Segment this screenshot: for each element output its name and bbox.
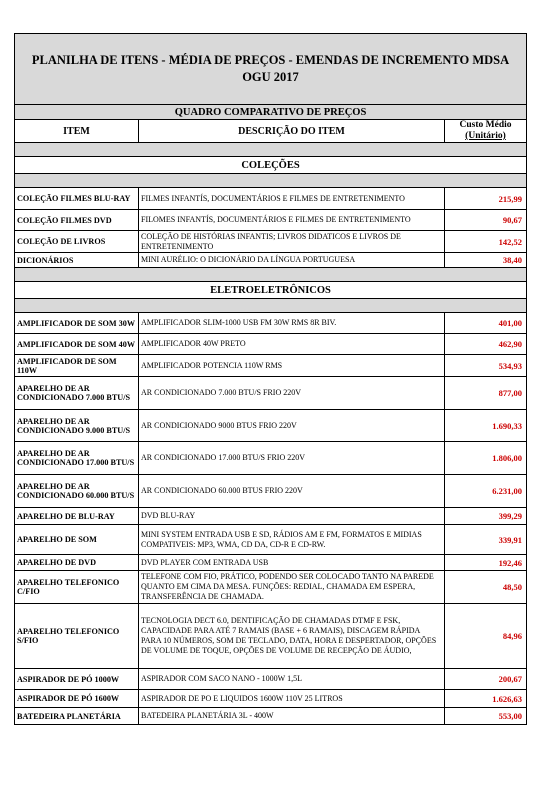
item-cost: 200,67: [445, 669, 527, 690]
item-description: TELEFONE COM FIO, PRÁTICO, PODENDO SER COLOCADO TANTO NA PAREDE QUANTO EM CIMA DA MESA. FUNÇÕES: REDIAL, CHAMADA EM ESPERA, TRANSFERÊNCIA DE CHAMADA.: [139, 571, 445, 604]
table-row: [15, 525, 527, 555]
item-cost: 553,00: [445, 708, 527, 725]
table-row: [15, 555, 527, 571]
item-description: MINI SYSTEM ENTRADA USB E SD, RÁDIOS AM E FM, FORMATOS E MIDIAS COMPATIVEIS: MP3, WMA, CD DA, CD-R E CD-RW.: [139, 525, 445, 555]
item-name: ASPIRADOR DE PÓ 1600W: [15, 690, 139, 708]
item-name: COLEÇÃO FILMES BLU-RAY: [15, 188, 139, 210]
table-row: [15, 604, 527, 669]
item-cost: 877,00: [445, 377, 527, 410]
item-name: AMPLIFICADOR DE SOM 30W: [15, 313, 139, 334]
item-description: AMPLIFICADOR SLIM-1000 USB FM 30W RMS 8R BIV.: [139, 313, 445, 334]
unitario-label: (Unitário): [465, 131, 506, 141]
item-description: AR CONDICIONADO 60.000 BTUS FRIO 220V: [139, 475, 445, 508]
table-row: [15, 253, 527, 268]
table-body: [15, 143, 527, 725]
title-line-1: PLANILHA DE ITENS - MÉDIA DE PREÇOS - EMENDAS DE INCREMENTO MDSA: [31, 53, 510, 67]
item-name: APARELHO TELEFONICO S/FIO: [15, 604, 139, 669]
item-description: AR CONDICIONADO 7.000 BTU/S FRIO 220V: [139, 377, 445, 410]
item-description: ASPIRADOR DE PO E LIQUIDOS 1600W 110V 25 LITROS: [139, 690, 445, 708]
item-cost: 462,90: [445, 334, 527, 355]
item-cost: 90,67: [445, 210, 527, 231]
item-name: APARELHO DE DVD: [15, 555, 139, 571]
table-row: [15, 442, 527, 475]
item-name: APARELHO TELEFONICO C/FIO: [15, 571, 139, 604]
table-row: [15, 377, 527, 410]
item-name: COLEÇÃO FILMES DVD: [15, 210, 139, 231]
table-row: [15, 690, 527, 708]
custo-label: Custo Médio: [459, 120, 512, 130]
spreadsheet: [14, 33, 526, 725]
section-spacer: [15, 299, 527, 313]
item-description: AR CONDICIONADO 17.000 BTU/S FRIO 220V: [139, 442, 445, 475]
table-row: [15, 355, 527, 377]
table-row: [15, 410, 527, 442]
item-description: ASPIRADOR COM SACO NANO - 1000W 1,5L: [139, 669, 445, 690]
price-table: [14, 33, 527, 725]
table-row: [15, 475, 527, 508]
item-description: AMPLIFICADOR 40W PRETO: [139, 334, 445, 355]
item-description: TECNOLOGIA DECT 6.0, DENTIFICAÇÃO DE CHAMADAS DTMF E FSK, CAPACIDADE PARA ATÉ 7 RAMAIS (BASE + 6 RAMAIS), DISCAGEM RÁPIDA PARA 10 NÚMEROS, SOM DE TECLADO, DATA, HORA E DESPERTADOR, OPÇÕES DE VOLUME DE TOQUE, OPÇÕES DE VOLUME DE RECEPÇÃO DE ÁUDIO,: [139, 604, 445, 669]
table-row: [15, 334, 527, 355]
item-name: APARELHO DE AR CONDICIONADO 60.000 BTU/S: [15, 475, 139, 508]
table-row: [15, 210, 527, 231]
item-name: AMPLIFICADOR DE SOM 40W: [15, 334, 139, 355]
table-row: [15, 231, 527, 253]
item-name: AMPLIFICADOR DE SOM 110W: [15, 355, 139, 377]
item-description: DVD BLU-RAY: [139, 508, 445, 525]
item-cost: 192,46: [445, 555, 527, 571]
sheet-title: [15, 34, 527, 105]
table-row: [15, 571, 527, 604]
item-name: COLEÇÃO DE LIVROS: [15, 231, 139, 253]
item-cost: 1.690,33: [445, 410, 527, 442]
item-cost: 399,29: [445, 508, 527, 525]
item-cost: 401,00: [445, 313, 527, 334]
item-cost: 48,50: [445, 571, 527, 604]
item-cost: 142,52: [445, 231, 527, 253]
section-title: ELETROELETRÔNICOS: [15, 282, 527, 299]
item-description: AR CONDICIONADO 9000 BTUS FRIO 220V: [139, 410, 445, 442]
item-description: AMPLIFICADOR POTENCIA 110W RMS: [139, 355, 445, 377]
table-row: [15, 313, 527, 334]
column-header-item: ITEM: [15, 120, 139, 143]
column-header-custo: [445, 120, 527, 143]
item-description: MINI AURÉLIO: O DICIONÁRIO DA LÍNGUA PORTUGUESA: [139, 253, 445, 268]
table-row: [15, 508, 527, 525]
table-row: [15, 708, 527, 725]
item-cost: 1.626,63: [445, 690, 527, 708]
item-description: DVD PLAYER COM ENTRADA USB: [139, 555, 445, 571]
item-name: APARELHO DE BLU-RAY: [15, 508, 139, 525]
item-cost: 1.806,00: [445, 442, 527, 475]
item-name: APARELHO DE SOM: [15, 525, 139, 555]
item-name: APARELHO DE AR CONDICIONADO 9.000 BTU/S: [15, 410, 139, 442]
table-row: [15, 669, 527, 690]
title-line-2: OGU 2017: [242, 70, 299, 84]
item-name: DICIONÁRIOS: [15, 253, 139, 268]
column-header-descricao: DESCRIÇÃO DO ITEM: [139, 120, 445, 143]
item-cost: 339,91: [445, 525, 527, 555]
table-row: [15, 188, 527, 210]
item-description: FILMES INFANTÍS, DOCUMENTÁRIOS E FILMES DE ENTRETENIMENTO: [139, 188, 445, 210]
section-spacer: [15, 268, 527, 282]
item-cost: 38,40: [445, 253, 527, 268]
section-spacer: [15, 143, 527, 157]
item-description: FILOMES INFANTÍS, DOCUMENTÁRIOS E FILMES DE ENTRETENIMENTO: [139, 210, 445, 231]
item-cost: 84,96: [445, 604, 527, 669]
item-name: APARELHO DE AR CONDICIONADO 17.000 BTU/S: [15, 442, 139, 475]
item-cost: 534,93: [445, 355, 527, 377]
item-description: COLEÇÃO DE HISTÓRIAS INFANTIS; LIVROS DIDATICOS E LIVROS DE ENTRETENIMENTO: [139, 231, 445, 253]
item-name: APARELHO DE AR CONDICIONADO 7.000 BTU/S: [15, 377, 139, 410]
section-title: COLEÇÕES: [15, 157, 527, 174]
quadro-header: QUADRO COMPARATIVO DE PREÇOS: [15, 105, 527, 120]
item-description: BATEDEIRA PLANETÁRIA 3L - 400W: [139, 708, 445, 725]
item-cost: 6.231,00: [445, 475, 527, 508]
item-name: BATEDEIRA PLANETÁRIA: [15, 708, 139, 725]
item-name: ASPIRADOR DE PÓ 1000W: [15, 669, 139, 690]
item-cost: 215,99: [445, 188, 527, 210]
section-spacer: [15, 174, 527, 188]
